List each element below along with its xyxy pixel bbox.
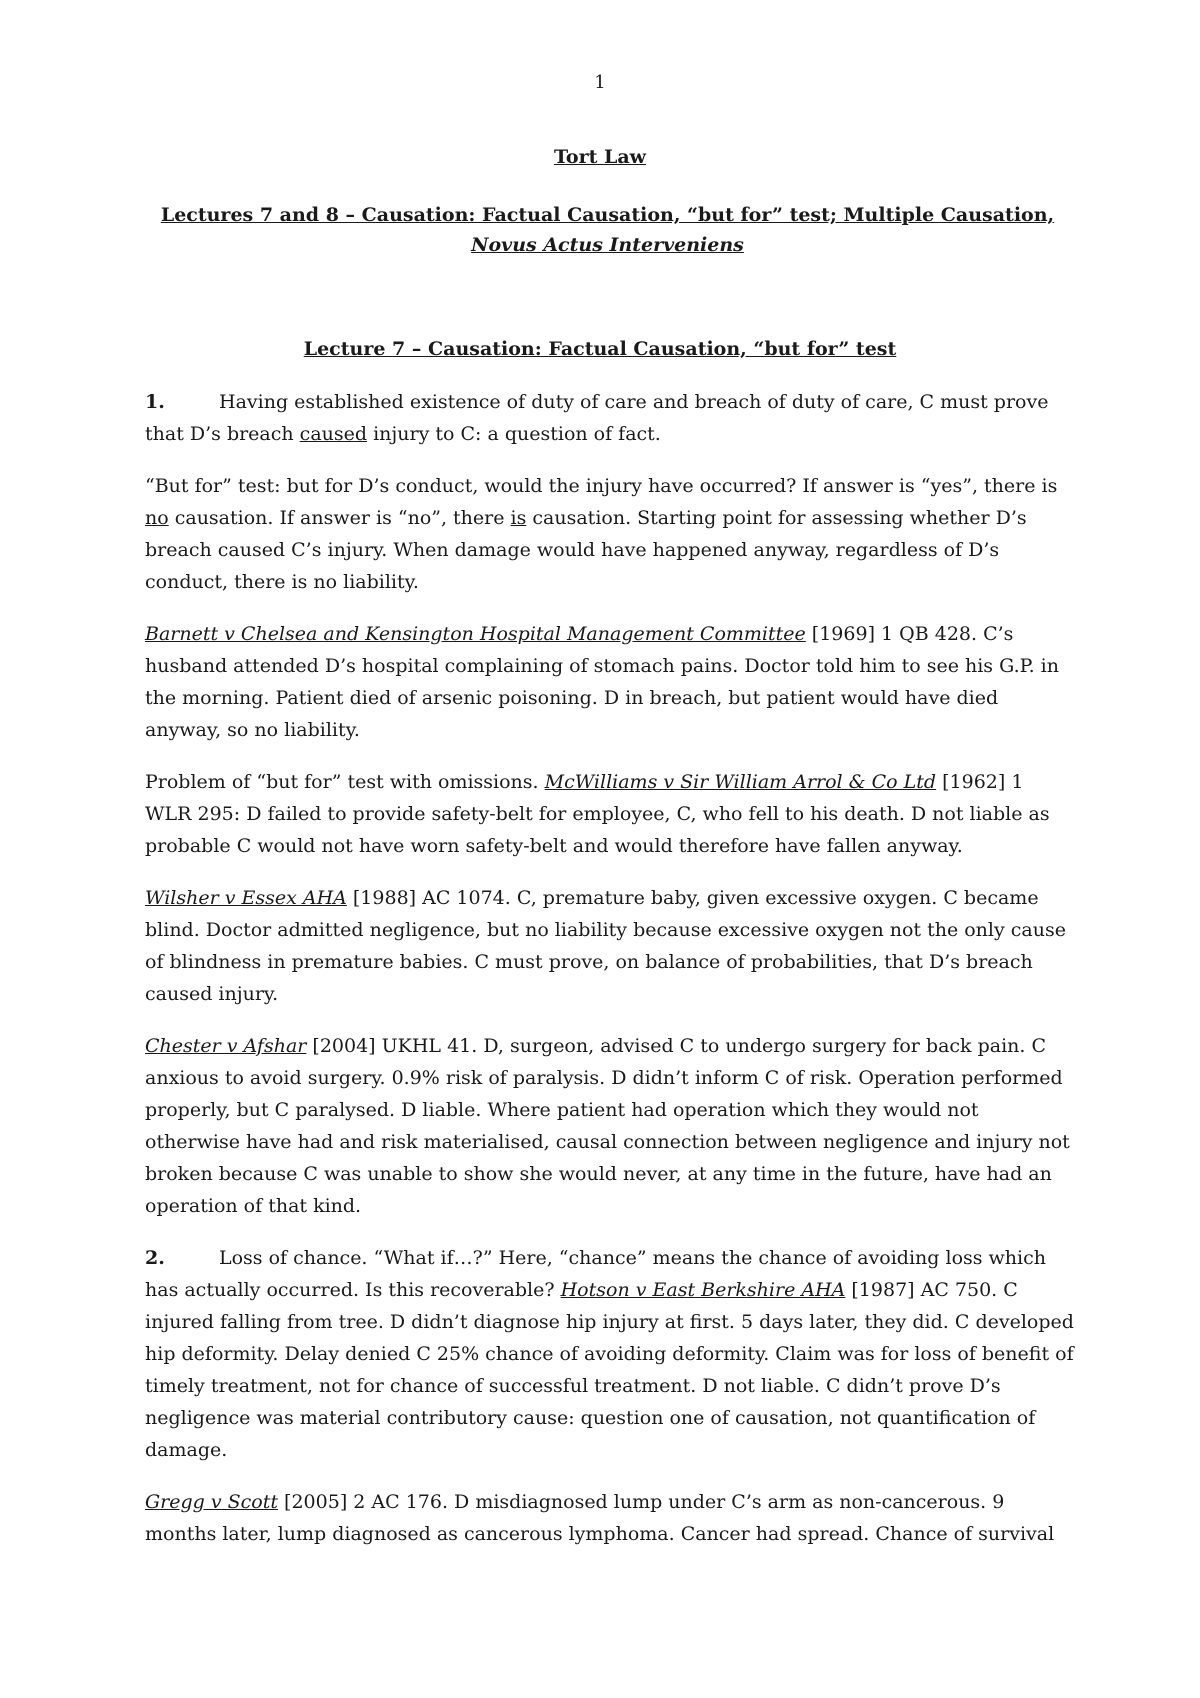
paragraph-chester — [145, 1030, 1075, 1222]
paragraph-number: 1. — [145, 391, 165, 413]
paragraph-text: causation. If answer is “no”, there — [168, 507, 511, 529]
paragraph-text: Loss of chance. “What if…?” Here, “chance” means the chance of avoiding loss which has actually occurred. Is this recoverable? — [145, 1247, 1047, 1301]
paragraph-barnett — [145, 618, 1075, 746]
paragraph-text: “But for” test: but for D’s conduct, would the injury have occurred? If answer is “yes”, there is — [145, 475, 1058, 497]
paragraph-text: [1987] AC 750. C injured falling from tree. D didn’t diagnose hip injury at first. 5 days later, they did. C developed hip deformity. Delay denied C 25% chance of avoiding deformity. Claim was for loss of benefit of timely treatment, not for chance of successful treatment. D not liable. C didn’t prove D’s negligence was material contributory cause: question one of causation, not quantification of damage. — [145, 1279, 1074, 1461]
paragraph-text: [1969] 1 QB 428. C’s husband attended D’s hospital complaining of stomach pains. Doctor told him to see his G.P. in the morning. Patient died of arsenic poisoning. D in breach, but patient would have died anyway, so no liability. — [145, 623, 1059, 741]
paragraph-text: [1988] AC 1074. C, premature baby, given excessive oxygen. C became blind. Doctor admitted negligence, but no liability because excessive oxygen not the only cause of blindness in premature babies. C must prove, on balance of probabilities, that D’s breach caused injury. — [145, 887, 1066, 1005]
paragraph-text: causation. Starting point for assessing whether D’s breach caused C’s injury. When damage would have happened anyway, regardless of D’s conduct, there is no liability. — [145, 507, 1027, 593]
paragraph-text: [2004] UKHL 41. D, surgeon, advised C to undergo surgery for back pain. C anxious to avoid surgery. 0.9% risk of paralysis. D didn’t inform C of risk. Operation performed properly, but C paralysed. D liable. Where patient had operation which they would not otherwise have had and risk materialised, causal connection between negligence and injury not broken because C was unable to show she would never, at any time in the future, have had an operation of that kind. — [145, 1035, 1070, 1217]
case-name: Barnett v Chelsea and Kensington Hospital Management Committee — [145, 623, 806, 645]
document-body — [145, 386, 1075, 1570]
paragraph-text: Having established existence of duty of care and breach of duty of care, C must prove that D’s breach — [145, 391, 1049, 445]
paragraph-gregg — [145, 1486, 1075, 1550]
paragraph-text: Problem of “but for” test with omissions. — [145, 771, 545, 793]
case-name: Chester v Afshar — [145, 1035, 307, 1057]
subtitle-line-2: Novus Actus Interveniens — [471, 234, 744, 256]
case-name: Wilsher v Essex AHA — [145, 887, 347, 909]
underlined-word: is — [510, 507, 527, 529]
paragraph-2 — [145, 1242, 1075, 1466]
subtitle-line-1: Lectures 7 and 8 – Causation: Factual Causation, “but for” test; Multiple Causation, — [160, 204, 1055, 226]
paragraph-text: [2005] 2 AC 176. D misdiagnosed lump under C’s arm as non-cancerous. 9 months later, lump diagnosed as cancerous lymphoma. Cancer had spread. Chance of survival — [145, 1491, 1055, 1545]
underlined-word: caused — [299, 423, 368, 445]
case-name: McWilliams v Sir William Arrol & Co Ltd — [544, 771, 937, 793]
paragraph-mcwilliams — [145, 766, 1075, 862]
document-title: Tort Law — [553, 146, 647, 168]
underlined-word: no — [145, 507, 169, 529]
paragraph-number: 2. — [145, 1247, 165, 1269]
case-name: Gregg v Scott — [145, 1491, 279, 1513]
paragraph-wilsher — [145, 882, 1075, 1010]
paragraph-but-for-test — [145, 470, 1075, 598]
paragraph-text: injury to C: a question of fact. — [367, 423, 661, 445]
paragraph-text: [1962] 1 WLR 295: D failed to provide safety-belt for employee, C, who fell to his death. D not liable as probable C would not have worn safety-belt and would therefore have fallen anyway. — [145, 771, 1050, 857]
document-subtitle — [145, 200, 1070, 260]
page-number: 1 — [594, 72, 606, 93]
lecture-7-heading: Lecture 7 – Causation: Factual Causation, “but for” test — [303, 338, 897, 360]
case-name: Hotson v East Berkshire AHA — [560, 1279, 846, 1301]
paragraph-1 — [145, 386, 1075, 450]
